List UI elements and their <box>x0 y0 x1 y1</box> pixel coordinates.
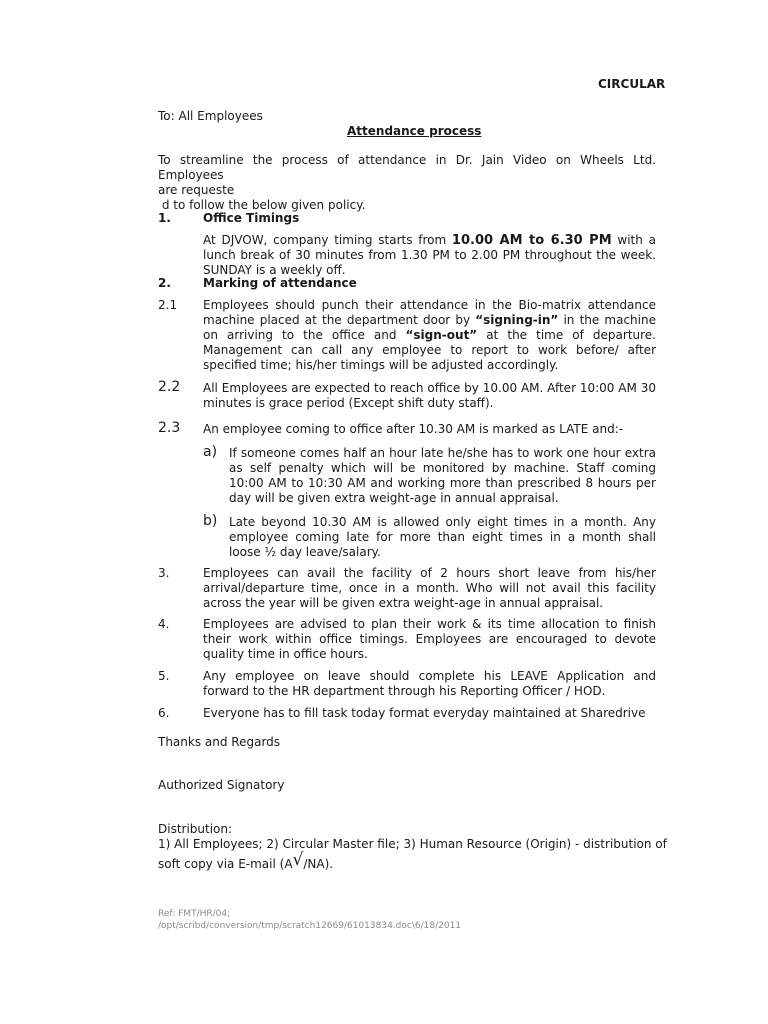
recipient-line: To: All Employees <box>158 109 263 123</box>
section-paragraph <box>203 233 656 278</box>
section-number: 1. <box>158 211 171 225</box>
section-paragraph: Employees can avail the facility of 2 hours short leave from his/her arrival/departure time, once in a month. Who will not avail this facility across the year will be given extra weight-age in annual appraisal. <box>203 566 656 610</box>
section-number: 2.3 <box>158 420 181 436</box>
section-paragraph <box>203 298 656 373</box>
section-number: 6. <box>158 706 170 720</box>
section-paragraph: Any employee on leave should complete his LEAVE Application and forward to the HR department through his Reporting Officer / HOD. <box>203 669 656 698</box>
distribution-line: 1) All Employees; 2) Circular Master file; 3) Human Resource (Origin) - distribution of <box>158 837 667 851</box>
section-number: 3. <box>158 566 170 580</box>
section-paragraph: An employee coming to office after 10.30 AM is marked as LATE and:- <box>203 422 624 436</box>
intro-line: To streamline the process of attendance in Dr. Jain Video on Wheels Ltd. Employees <box>158 153 656 182</box>
text-run: /NA). <box>303 857 334 871</box>
section-number: 5. <box>158 669 170 683</box>
section-number: 2.2 <box>158 379 181 395</box>
sub-item-text: Late beyond 10.30 AM is allowed only eight times in a month. Any employee coming late for more than eight times in a month shall loose ½ day leave/salary. <box>229 515 656 559</box>
text-run: in the machine on arriving to the office and <box>203 313 656 342</box>
circular-heading: CIRCULAR <box>598 77 666 91</box>
section-number: 2. <box>158 276 171 290</box>
section-number: 2.1 <box>158 298 178 312</box>
intro-paragraph <box>158 153 656 213</box>
sign-out-emphasis: “sign-out” <box>405 328 478 342</box>
checkmark-icon: √ <box>292 850 304 870</box>
distribution-label: Distribution: <box>158 822 233 836</box>
text-run: soft copy via E-mail (A <box>158 857 293 871</box>
section-paragraph: All Employees are expected to reach office by 10.00 AM. After 10:00 AM 30 minutes is grace period (Except shift duty staff). <box>203 381 656 410</box>
section-paragraph: Everyone has to fill task today format everyday maintained at Sharedrive <box>203 706 646 720</box>
section-heading: Office Timings <box>203 211 300 225</box>
footer-reference: Ref: FMT/HR/04; <box>158 909 231 919</box>
signing-in-emphasis: “signing-in” <box>475 313 559 327</box>
text-run: Employees should punch their attendance in the Bio-matrix attendance machine placed at the department door by <box>203 298 656 327</box>
closing-signatory: Authorized Signatory <box>158 778 285 792</box>
text-run: At DJVOW, company timing starts from <box>203 233 452 247</box>
sub-item-text: If someone comes half an hour late he/she has to work one hour extra as self penalty which will be monitored by machine. Staff coming 10:00 AM to 10:30 AM and working more than prescribed 8 hours per day will be given extra weight-age in annual appraisal. <box>229 446 656 505</box>
distribution-line <box>158 850 334 873</box>
text-run: with a lunch break of 30 minutes from 1.30 PM to 2.00 PM throughout the week. SUNDAY is a weekly off. <box>203 233 656 277</box>
section-heading: Marking of attendance <box>203 276 357 290</box>
section-number: 4. <box>158 617 170 631</box>
timing-emphasis: 10.00 AM to 6.30 PM <box>451 233 612 248</box>
closing-thanks: Thanks and Regards <box>158 735 281 749</box>
section-paragraph: Employees are advised to plan their work & its time allocation to finish their work within office timings. Employees are encouraged to devote quality time in office hours. <box>203 617 656 661</box>
intro-line: d to follow the below given policy. <box>158 198 366 212</box>
intro-line: are requeste <box>158 183 235 197</box>
document-title: Attendance process <box>347 124 482 138</box>
footer-path: /opt/scribd/conversion/tmp/scratch12669/61013834.doc\6/18/2011 <box>158 921 462 931</box>
text-run: at the time of departure. Management can call any employee to report to work before/ after specified time; his/her timings will be adjusted accordingly. <box>203 328 656 372</box>
sub-item-label: a) <box>203 444 218 460</box>
sub-item-label: b) <box>203 513 218 529</box>
